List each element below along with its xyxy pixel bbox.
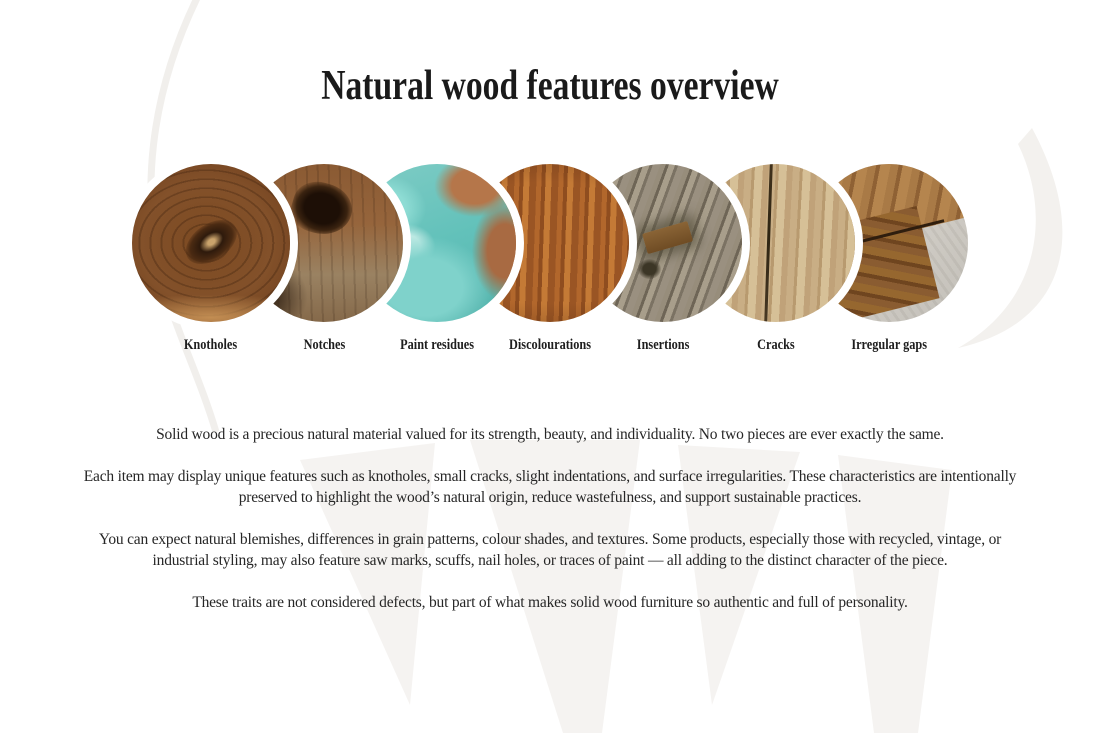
feature-label: Knotholes [184, 337, 238, 353]
features-row [0, 164, 1100, 354]
crack-line-detail [764, 164, 773, 322]
description-paragraph: These traits are not considered defects, but part of what makes solid wood furniture so authentic and full of personality. [192, 594, 908, 611]
insertion-hole-detail [638, 259, 662, 280]
feature-knotholes [132, 164, 290, 354]
feature-label: Paint residues [400, 337, 474, 353]
feature-label-wrap [631, 336, 695, 354]
feature-label: Notches [303, 337, 345, 353]
description [80, 424, 1020, 613]
feature-label: Cracks [757, 337, 795, 353]
feature-label: Insertions [636, 337, 690, 353]
description-paragraph: Solid wood is a precious natural material valued for its strength, beauty, and individuality. No two pieces are ever exactly the same. [156, 426, 944, 443]
description-paragraph: You can expect natural blemishes, differences in grain patterns, colour shades, and textures. Some products, especially those with recycled, vintage, or industrial styling, may also feature saw marks, scuffs, nail holes, or traces of paint — all adding to the distinct character of the piece. [98, 531, 1002, 569]
feature-label-wrap [178, 336, 243, 354]
page-title: Natural wood features overview [321, 63, 779, 109]
inserted-block-detail [642, 221, 693, 254]
feature-label: Discolourations [508, 337, 591, 353]
feature-label-wrap [299, 336, 350, 354]
feature-label-wrap [392, 336, 482, 354]
description-paragraph: Each item may display unique features such as knotholes, small cracks, slight indentations, and surface irregularities. These characteristics are intentionally preserved to highlight the wood’s natural origin, reduce wastefulness, and support sustainable practices. [83, 468, 1017, 506]
feature-label-wrap [843, 336, 935, 354]
knothole-detail [177, 211, 244, 273]
feature-label-wrap [753, 336, 799, 354]
feature-label: Irregular gaps [851, 337, 927, 353]
wood-photo-knotholes [132, 164, 290, 322]
notch-hole-detail [287, 176, 359, 241]
content [0, 62, 1100, 613]
